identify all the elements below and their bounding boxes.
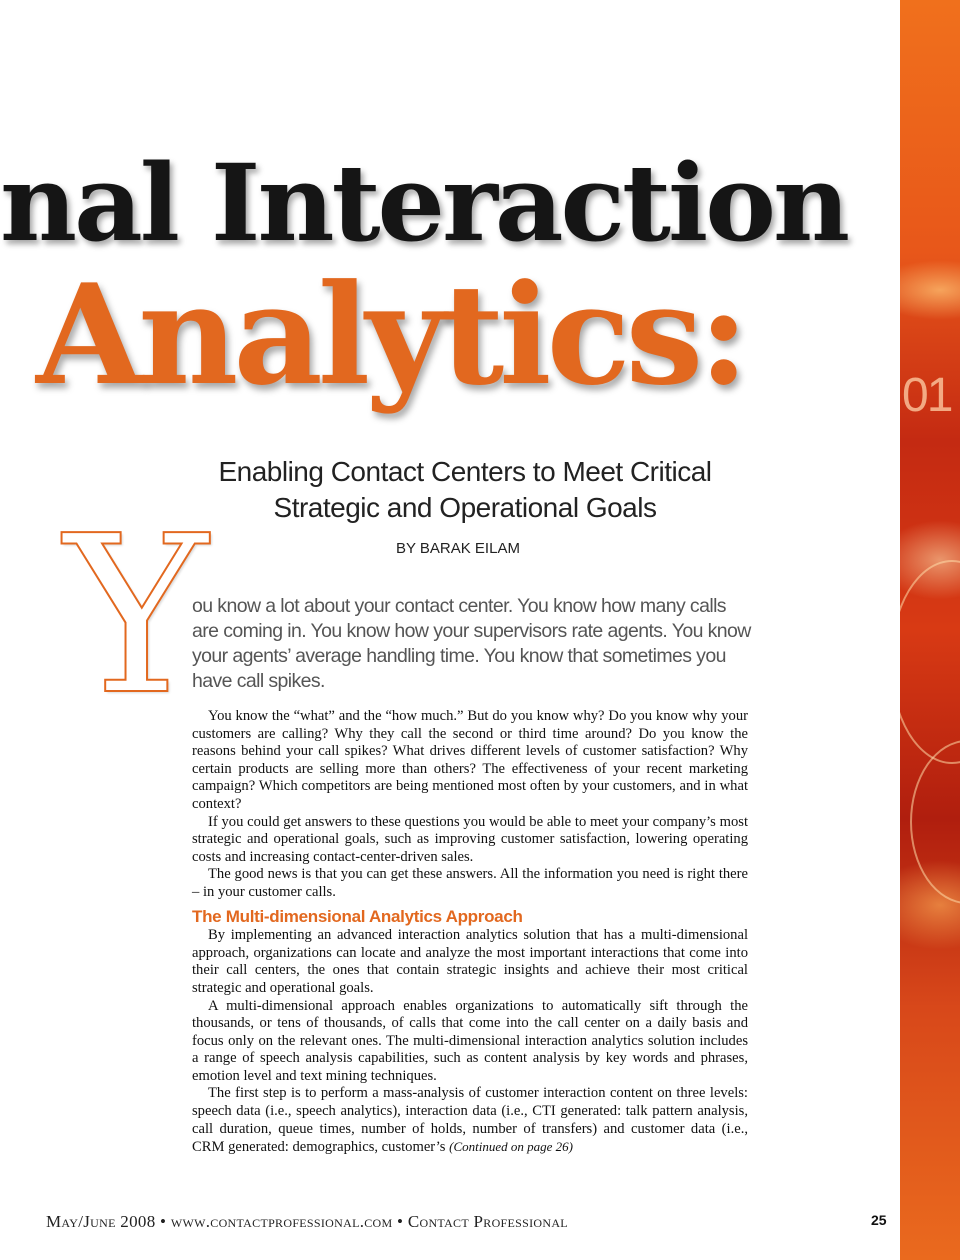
lead-line: ou know a lot about your contact center. You know how many calls [192,595,726,617]
lead-line: have call spikes. [192,670,325,692]
body-paragraph-text: The first step is to perform a mass-analysis of customer interaction content on three levels: speech data (i.e., speech analytics), interaction data (i.e., CTI generated: talk pattern analysis, call duration, queue times, number of holds, number of transfers) and customer data (i.e., CRM generated: demographics, customer’s [192,1085,748,1156]
byline: BY BARAK EILAM [396,540,520,557]
subtitle-line-2: Strategic and Operational Goals [273,492,657,523]
headline-line-2: Analytics: [36,253,745,416]
stripe-light-glow [900,260,960,320]
stripe-light-arc [900,560,960,764]
page-number: 25 [871,1212,887,1228]
body-paragraph: You know the “what” and the “how much.” But do you know why? Do you know why your customers are calling? Why they call the second or third time around? Do you know the reasons behind your call spikes? What drives different levels of customer satisfaction? Why certain products are selling more than others? The effectiveness of your recent marketing campaign? Which competitors are being mentioned most often by your customers, and in what context? [192,708,748,812]
decorative-orange-stripe [900,0,960,1260]
subtitle-line-1: Enabling Contact Centers to Meet Critical [218,456,712,487]
headline-line-1: nal Interaction [0,140,848,265]
body-paragraph: The good news is that you can get these answers. All the information you need is right there – in your customer calls. [192,866,748,900]
lead-line: are coming in. You know how your supervisors rate agents. You know [192,620,751,642]
body-paragraph: A multi-dimensional approach enables organizations to automatically sift through the thousands, or tens of thousands, of calls that come into the call center on a daily basis and focus only on the relevant ones. The multi-dimensional interaction analytics solution includes a range of speech analysis capabilities, such as content analysis by key words and phrases, emotion level and text mining techniques. [192,997,748,1084]
body-paragraph: By implementing an advanced interaction analytics solution that has a multi-dimensional approach, organizations can locate and analyze the most important interactions that come into their call centers, the ones that contain strategic insights and achieve their most critical strategic and operational goals. [192,927,748,996]
section-heading: The Multi-dimensional Analytics Approach [192,906,523,926]
lead-paragraph [192,594,752,694]
drop-cap: Y [64,490,208,743]
lead-line: your agents’ average handling time. You know that sometimes you [192,645,726,667]
continued-note: (Continued on page 26) [449,1139,573,1155]
article-body [192,708,748,1157]
page-footer: May/June 2008 • www.contactprofessional.com • Contact Professional [46,1212,568,1231]
body-paragraph [192,1085,748,1156]
stripe-digits: 01 [902,369,952,422]
body-paragraph: If you could get answers to these questions you would be able to meet your company’s most strategic and operational goals, such as improving customer satisfaction, lowering operating costs and increasing contact-center-driven sales. [192,813,748,865]
